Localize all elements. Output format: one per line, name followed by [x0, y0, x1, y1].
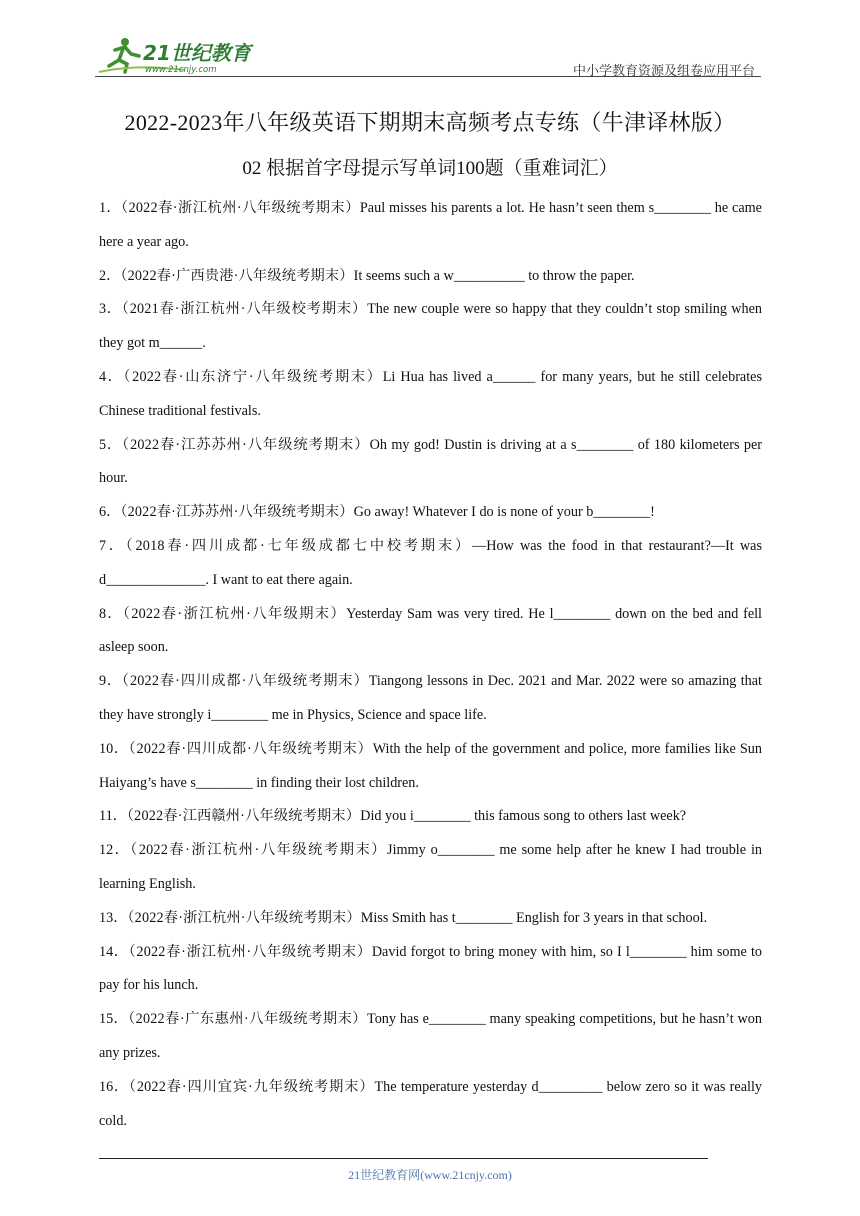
question-source: （2022春·四川成都·八年级统考期末） [128, 740, 373, 757]
question-item [99, 665, 762, 733]
question-source: （2022春·广西贵港·八年级统考期末） [120, 267, 354, 284]
question-number: 8． [99, 605, 123, 622]
page-header [95, 30, 761, 78]
question-source: （2022春·浙江杭州·八年级期末） [122, 605, 347, 622]
question-source: （2018春·四川成都·七年级成都七中校考期末） [125, 537, 473, 554]
question-number: 7． [99, 537, 126, 554]
footer-link[interactable]: 21世纪教育网(www.21cnjy.com) [348, 1168, 512, 1182]
question-source: （2022春·广东惠州·八年级统考期末） [128, 1011, 368, 1028]
question-item [99, 800, 762, 834]
question-source: （2022春·浙江杭州·八年级统考期末） [127, 909, 361, 926]
question-item [99, 834, 762, 902]
question-text: Li Hua has lived a______ for many years, but he still celebrates Chinese traditional festivals. [99, 368, 762, 419]
question-number: 13． [99, 909, 128, 926]
question-source: （2022春·江苏苏州·八年级统考期末） [120, 504, 354, 521]
question-text: Jimmy o________ me some help after he knew I had trouble in learning English. [99, 842, 763, 892]
question-text: David forgot to bring money with him, so I l________ him some to pay for his lunch. [99, 943, 762, 994]
question-text: Oh my god! Dustin is driving at a s________ of 180 kilometers per hour. [99, 436, 762, 487]
question-number: 11． [99, 808, 127, 825]
question-source: （2022春·江苏苏州·八年级统考期末） [121, 436, 370, 453]
question-number: 4． [99, 368, 124, 385]
question-number: 9． [99, 673, 122, 690]
question-text: Tiangong lessons in Dec. 2021 and Mar. 2022 were so amazing that they have strongly i________ me in Physics, Science and space life. [99, 673, 762, 723]
question-source: （2022春·浙江杭州·八年级统考期末） [128, 943, 372, 960]
question-item [99, 192, 762, 260]
question-text: The new couple were so happy that they couldn’t stop smiling when they got m______. [99, 301, 762, 352]
svg-text:21世纪教育: 21世纪教育 [143, 41, 251, 65]
question-text: Tony has e________ many speaking competitions, but he hasn’t won any prizes. [99, 1011, 762, 1061]
question-source: （2022春·浙江杭州·八年级统考期末） [130, 842, 388, 859]
svg-text:www.21cnjy.com: www.21cnjy.com [145, 65, 217, 75]
question-text: Did you i________ this famous song to others last week? [360, 808, 687, 825]
question-item [99, 429, 762, 497]
question-item [99, 361, 762, 429]
question-source: （2022春·江西赣州·八年级统考期末） [126, 808, 361, 825]
question-item [99, 293, 762, 361]
question-item [99, 260, 762, 294]
question-number: 6． [99, 504, 121, 521]
question-source: （2022春·四川成都·八年级统考期末） [121, 673, 369, 690]
question-source: （2022春·山东济宁·八年级统考期末） [123, 368, 383, 385]
question-text: The temperature yesterday d_________ below zero so it was really cold. [99, 1078, 762, 1129]
question-number: 14． [99, 943, 129, 960]
page-subtitle: 02 根据首字母提示写单词100题（重难词汇） [242, 158, 618, 179]
question-item [99, 902, 762, 936]
question-item [99, 936, 762, 1004]
question-item [99, 530, 762, 598]
question-text: Miss Smith has t________ English for 3 years in that school. [360, 909, 708, 926]
question-source: （2022春·浙江杭州·八年级统考期末） [120, 200, 360, 216]
question-list [99, 192, 762, 1138]
question-item [99, 1003, 762, 1071]
question-number: 10． [99, 740, 129, 757]
question-source: （2021春·浙江杭州·八年级校考期末） [121, 301, 368, 318]
footer-divider [99, 1158, 708, 1159]
question-text: —How was the food in that restaurant?—It was d______________. I want to eat there again. [99, 537, 762, 588]
site-name: 中小学教育资源及组卷应用平台 [572, 64, 755, 79]
question-item [99, 1071, 762, 1139]
question-number: 3． [99, 301, 122, 318]
question-number: 12． [99, 842, 131, 859]
question-number: 2． [99, 267, 121, 284]
page-title: 2022-2023年八年级英语下期期末高频考点专练（牛津译林版） [124, 110, 736, 135]
question-number: 15． [99, 1011, 129, 1028]
question-text: Go away! Whatever I do is none of your b________! [353, 504, 655, 521]
question-number: 1． [99, 200, 121, 216]
question-source: （2022春·四川宜宾·九年级统考期末） [128, 1078, 375, 1095]
question-text: With the help of the government and police, more families like Sun Haiyang’s have s________ in finding their lost children. [99, 740, 762, 791]
question-item [99, 733, 762, 801]
question-item [99, 496, 762, 530]
question-text: Paul misses his parents a lot. He hasn’t seen them s________ he came here a year ago. [99, 200, 762, 250]
header-divider [95, 76, 761, 77]
question-text: Yesterday Sam was very tired. He l________ down on the bed and fell asleep soon. [99, 605, 762, 656]
question-number: 16． [99, 1078, 129, 1095]
question-item [99, 598, 762, 666]
question-text: It seems such a w__________ to throw the paper. [353, 267, 635, 284]
question-number: 5． [99, 436, 122, 453]
logo-21cnjy [95, 36, 265, 76]
